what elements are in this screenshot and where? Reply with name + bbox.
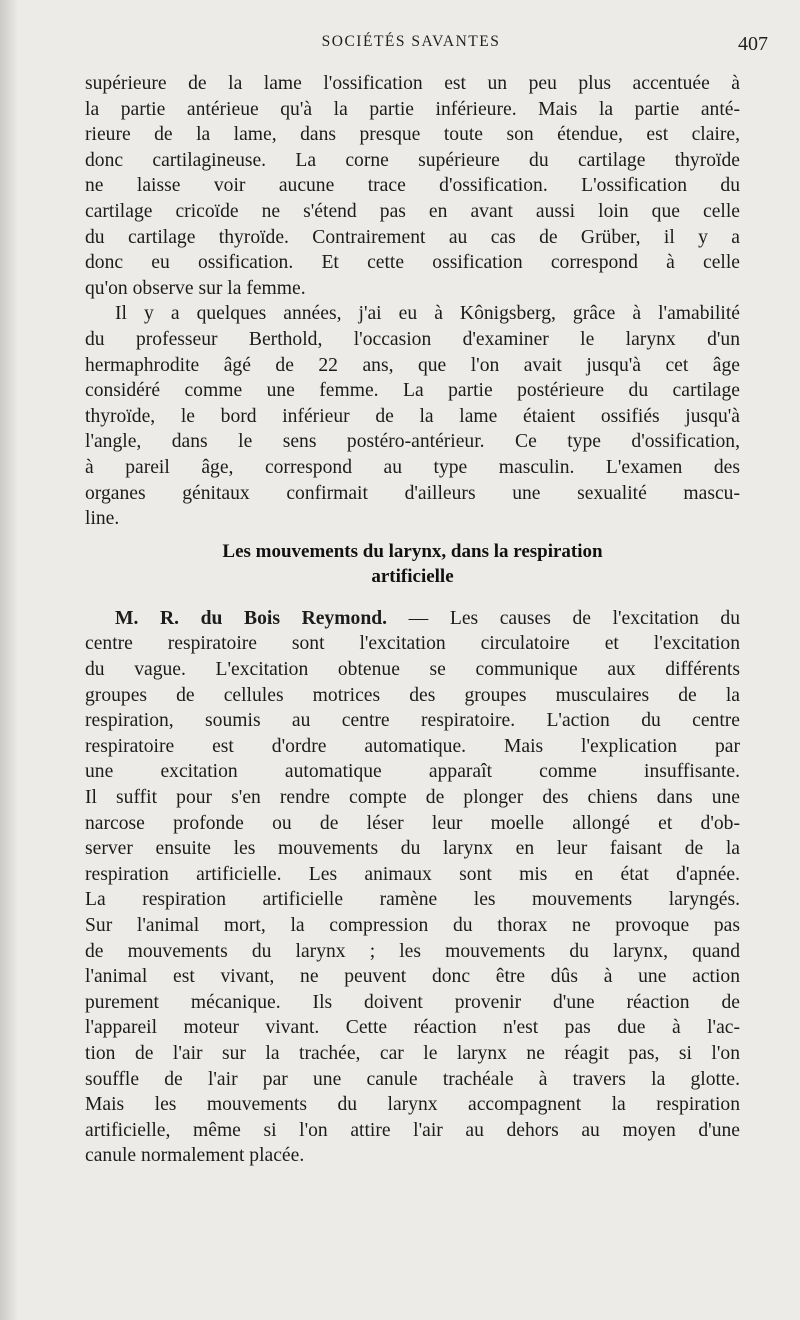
text-line: canule normalement placée. [85,1145,305,1167]
text-line: respiration, soumis au centre respiratoire. L'action du centre [85,710,740,732]
body-text [85,71,740,1169]
text-line: souffle de l'air par une canule trachéale à travers la glotte. [85,1068,740,1090]
text-line: Mais les mouvements du larynx accompagnent la respiration [85,1094,740,1116]
text-fragment: — Les causes de l'excitation du [387,607,741,629]
text-line: ne laisse voir aucune trace d'ossification. L'ossification du [85,175,740,197]
text-line: thyroïde, le bord inférieur de la lame étaient ossifiés jusqu'à [85,405,740,427]
page-binding-shadow [0,0,18,1320]
text-line: narcose profonde ou de léser leur moelle allongé et d'ob- [85,812,740,834]
text-line: centre respiratoire sont l'excitation circulatoire et l'excitation [85,633,740,655]
text-line: qu'on observe sur la femme. [85,277,306,299]
page-number: 407 [738,33,768,55]
text-line: l'animal est vivant, ne peuvent donc être dûs à une action [85,966,740,988]
text-line: artificielle, même si l'on attire l'air au dehors au moyen d'une [85,1119,740,1141]
text-line: une excitation automatique apparaît comme insuffisante. [85,761,740,783]
text-line: server ensuite les mouvements du larynx en leur faisant de la [85,838,740,860]
page-header [0,33,800,57]
text-line: de mouvements du larynx ; les mouvements du larynx, quand [85,940,740,962]
text-line: supérieure de la lame l'ossification est un peu plus accentuée à [85,73,740,94]
text-line: l'angle, dans le sens postéro-antérieur. Ce type d'ossification, [85,431,740,453]
paragraph-2 [85,301,740,531]
text-line: Il suffit pour s'en rendre compte de plonger des chiens dans une [85,787,740,809]
text-line: cartilage cricoïde ne s'étend pas en avant aussi loin que celle [85,200,740,222]
running-head: SOCIÉTÉS SAVANTES [321,33,501,50]
text-line: La respiration artificielle ramène les mouvements laryngés. [85,889,740,911]
text-line: du cartilage thyroïde. Contrairement au cas de Grüber, il y a [85,226,740,248]
text-line: respiration artificielle. Les animaux sont mis en état d'apnée. [85,863,740,885]
speaker-name: M. R. du Bois Reymond. [115,607,388,629]
section-title [85,539,740,590]
paragraph-1 [85,71,740,301]
text-line [85,606,740,632]
text-line: organes génitaux confirmait d'ailleurs une sexualité mascu- [85,482,740,504]
text-line: l'appareil moteur vivant. Cette réaction n'est pas due à l'ac- [85,1017,740,1039]
text-line: considéré comme une femme. La partie postérieure du cartilage [85,380,740,402]
text-line: hermaphrodite âgé de 22 ans, que l'on avait jusqu'à cet âge [85,354,740,376]
text-line: la partie antérieue qu'à la partie inférieure. Mais la partie anté- [85,98,740,120]
text-line: rieure de la lame, dans presque toute son étendue, est claire, [85,124,740,146]
text-line: du professeur Berthold, l'occasion d'examiner le larynx d'un [85,328,740,350]
text-line: tion de l'air sur la trachée, car le larynx ne réagit pas, si l'on [85,1042,740,1064]
text-line: donc cartilagineuse. La corne supérieure du cartilage thyroïde [85,149,740,171]
paragraph-3 [85,606,740,1169]
text-line: line. [85,508,120,530]
text-line: à pareil âge, correspond au type masculin. L'examen des [85,456,740,478]
section-title-line: Les mouvements du larynx, dans la respiration [222,540,603,562]
text-line: Sur l'animal mort, la compression du thorax ne provoque pas [85,915,740,936]
text-line: du vague. L'excitation obtenue se communique aux différents [85,659,740,681]
section-title-line: artificielle [371,566,454,588]
text-line: purement mécanique. Ils doivent provenir d'une réaction de [85,991,740,1013]
text-line: respiratoire est d'ordre automatique. Mais l'explication par [85,735,740,757]
text-line: Il y a quelques années, j'ai eu à Kônigsberg, grâce à l'amabilité [115,303,740,325]
text-line: groupes de cellules motrices des groupes musculaires de la [85,684,740,706]
text-line: donc eu ossification. Et cette ossification correspond à celle [85,252,740,274]
